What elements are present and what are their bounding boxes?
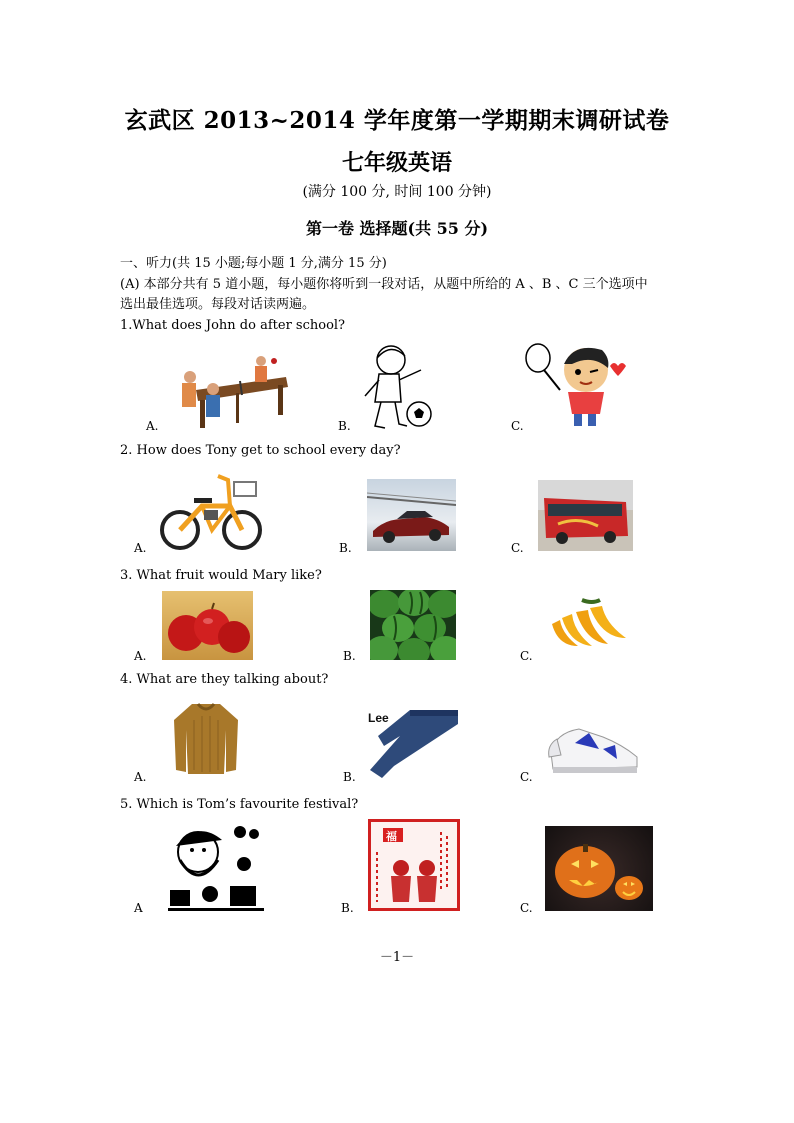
question-2: 2. How does Tony get to school every day? [120,443,401,458]
option-4c-label: C. [520,770,533,784]
spring-festival-icon [368,819,460,911]
page-number: －1－ [379,950,415,965]
banana-icon [548,594,630,652]
instructions-line-1: (A) 本部分共有 5 道小题，每小题你将听到一段对话，从题中所给的 A 、B 、C 三个选项中 [120,277,648,292]
sneaker-icon [545,719,642,781]
instructions-line-2: 选出最佳选项。每段对话读两遍。 [120,297,316,312]
football-icon [355,340,435,435]
watermelon-icon [370,590,456,660]
apple-icon [162,591,253,660]
part-heading: 一、听力(共 15 小题;每小题 1 分,满分 15 分) [120,256,387,271]
option-3b-label: B. [343,649,356,663]
option-5c-label: C. [520,901,533,915]
spring-character-label: 福 [386,830,397,843]
option-1c-label: C. [511,419,524,433]
pumpkin-icon [545,826,653,911]
badminton-icon [522,342,630,432]
score-info: (满分 100 分, 时间 100 分钟) [302,184,492,200]
option-4b-label: B. [343,770,356,784]
section-title: 第一卷 选择题(共 55 分) [305,219,489,238]
car-icon [367,479,456,551]
option-2c-label: C. [511,541,524,555]
jeans-brand-label: Lee [368,711,389,725]
option-5a-label: A [134,901,143,915]
option-3c-label: C. [520,649,533,663]
question-1: 1.What does John do after school? [120,318,346,333]
option-1a-label: A. [146,419,159,433]
option-5b-label: B. [341,901,354,915]
question-3: 3. What fruit would Mary like? [120,568,322,583]
bike-icon [160,470,264,554]
santa-icon [166,820,266,912]
option-2b-label: B. [339,541,352,555]
page-title: 玄武区 2013~2014 学年度第一学期期末调研试卷 [124,107,670,134]
question-5: 5. Which is Tom’s favourite festival? [120,797,359,812]
question-4: 4. What are they talking about? [120,672,329,687]
page-subtitle: 七年级英语 [341,150,452,176]
jeans-icon [364,706,460,782]
option-2a-label: A. [134,541,147,555]
table-tennis-icon [176,355,292,433]
option-3a-label: A. [134,649,147,663]
bus-icon [538,480,633,551]
sweater-icon [172,700,240,778]
option-4a-label: A. [134,770,147,784]
option-1b-label: B. [338,419,351,433]
